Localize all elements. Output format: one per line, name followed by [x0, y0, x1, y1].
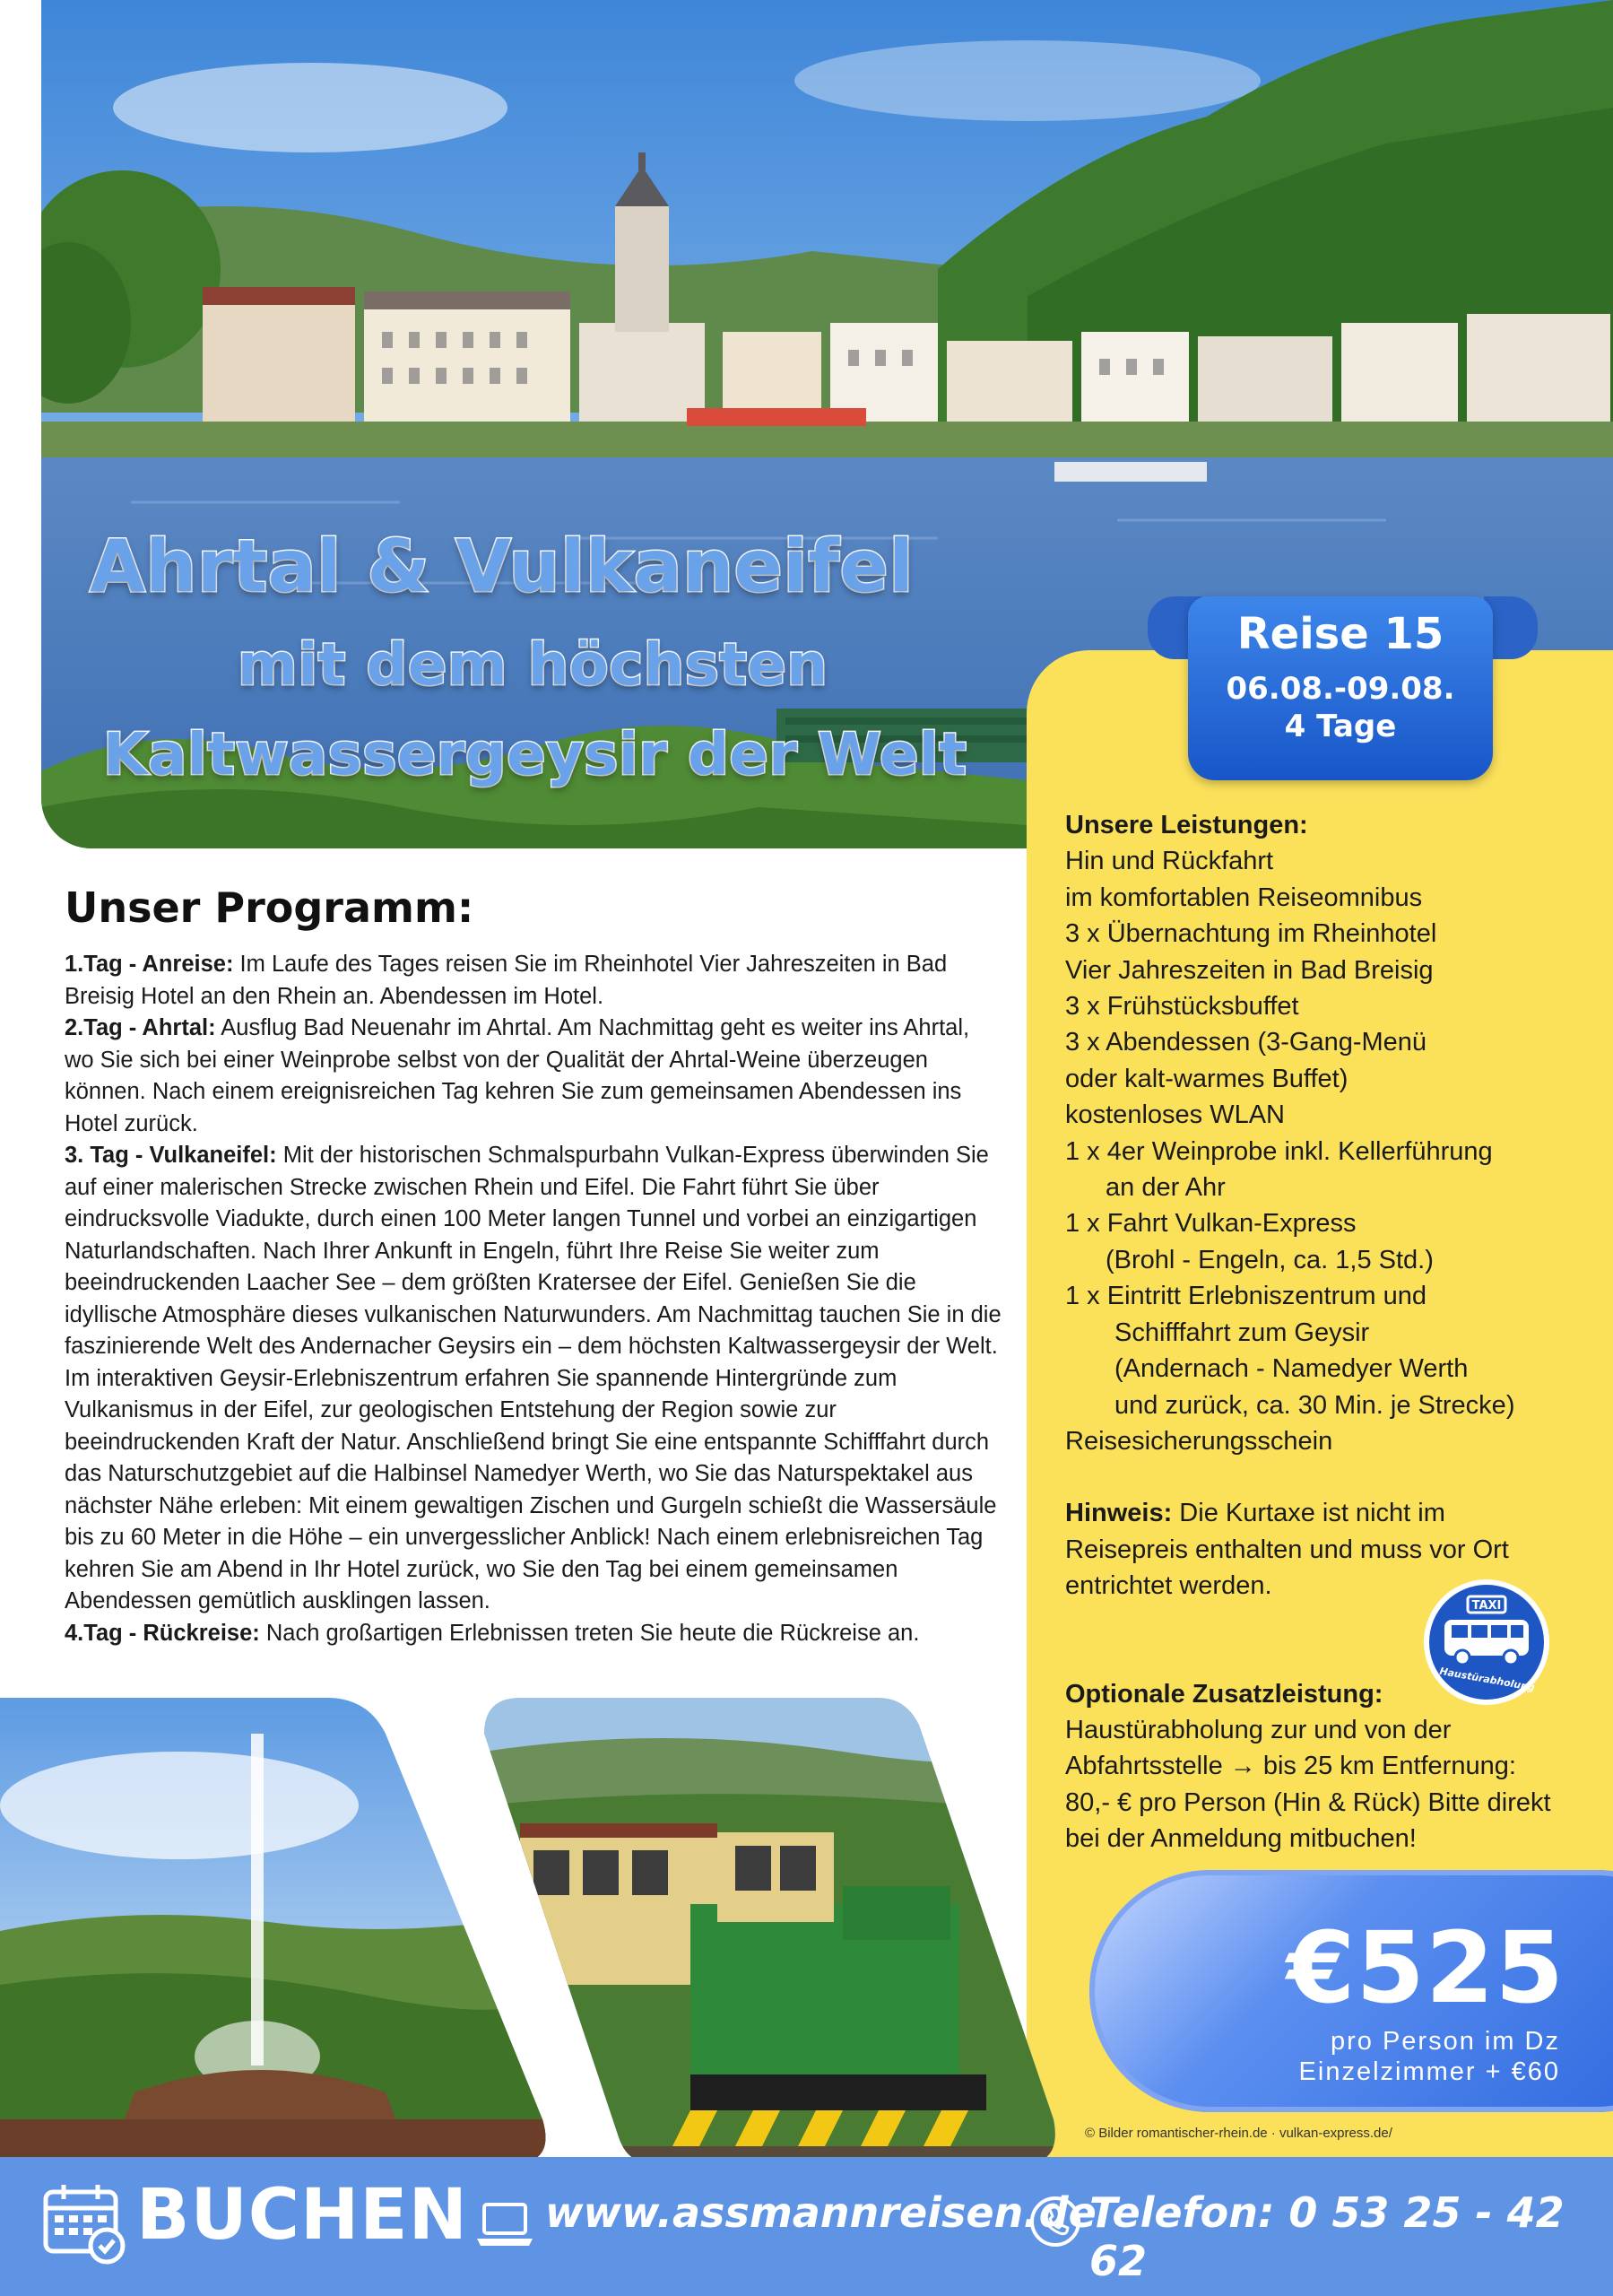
taxi-icon	[1421, 1577, 1552, 1708]
service-line: 1 x Fahrt Vulkan-Express	[1065, 1209, 1357, 1239]
service-line: (Andernach - Namedyer Werth	[1114, 1354, 1469, 1384]
program-day-3	[65, 1140, 1002, 1618]
book-button[interactable]: BUCHEN	[136, 2175, 468, 2256]
service-line: (Brohl - Engeln, ca. 1,5 Std.)	[1106, 1245, 1434, 1274]
geyser-photo	[0, 1698, 547, 2164]
image-credits: © Bilder romantischer-rhein.de · vulkan-express.de/	[1085, 2126, 1392, 2141]
single-room-surcharge: Einzelzimmer + €60	[1298, 2057, 1560, 2086]
service-line: Reisesicherungsschein	[1065, 1426, 1333, 1456]
service-line: im komfortablen Reiseomnibus	[1065, 883, 1423, 912]
trip-dates: 06.08.-09.08.	[1226, 671, 1455, 707]
trip-number: Reise 15	[1236, 609, 1444, 659]
hinweis-label: Hinweis:	[1065, 1499, 1173, 1528]
title-line-1: Ahrtal & Vulkaneifel	[90, 525, 915, 608]
day-text: Nach großartigen Erlebnissen treten Sie heute die Rückreise an.	[259, 1620, 920, 1646]
trip-badge	[1188, 596, 1493, 780]
calendar-icon	[40, 2178, 130, 2267]
service-line: 3 x Frühstücksbuffet	[1065, 992, 1299, 1022]
service-line: 1 x 4er Weinprobe inkl. Kellerführung	[1065, 1136, 1493, 1166]
service-line: kostenloses WLAN	[1065, 1100, 1285, 1130]
service-line: 3 x Übernachtung im Rheinhotel	[1065, 919, 1437, 949]
service-line: Hin und Rückfahrt	[1065, 847, 1274, 876]
service-line: oder kalt-warmes Buffet)	[1065, 1064, 1349, 1093]
day-text: Im Laufe des Tages reisen Sie im Rheinhotel Vier Jahreszeiten in Bad Breisig Hotel an den Rhein an. Abendessen im Hotel.	[65, 952, 948, 1009]
program-text	[65, 949, 1002, 1649]
service-line: 3 x Abendessen (3-Gang-Menü	[1065, 1028, 1427, 1057]
phone-number[interactable]: Telefon: 0 53 25 - 42 62	[1089, 2188, 1565, 2285]
price-amount: €525	[1286, 1910, 1565, 2025]
day-label: 4.Tag - Rückreise:	[65, 1620, 260, 1646]
taxi-caption: Haustürabholung	[1438, 1665, 1536, 1694]
program-day-2	[65, 1013, 1002, 1140]
optional-text: Haustürabholung zur und von der Abfahrtsstelle → bis 25 km Entfernung: 80,- € pro Person (Hin & Rück) Bitte direkt bei der Anmeldung mitbuchen!	[1065, 1715, 1551, 1854]
day-label: 1.Tag - Anreise:	[65, 952, 234, 977]
optional-heading: Optionale Zusatzleistung:	[1065, 1679, 1383, 1709]
day-label: 3. Tag - Vulkaneifel:	[65, 1143, 277, 1168]
service-line: an der Ahr	[1106, 1173, 1226, 1203]
title-line-2: mit dem höchsten	[238, 632, 828, 699]
services-heading: Unsere Leistungen:	[1065, 811, 1308, 839]
program-day-1	[65, 949, 1002, 1013]
hinweis-text: Die Kurtaxe ist nicht im Reisepreis enthalten und muss vor Ort entrichtet werden.	[1065, 1499, 1509, 1601]
service-line: und zurück, ca. 30 Min. je Strecke)	[1114, 1390, 1515, 1420]
taxi-label: TAXI	[1471, 1599, 1502, 1613]
trip-duration: 4 Tage	[1284, 709, 1397, 744]
day-label: 2.Tag - Ahrtal:	[65, 1015, 216, 1040]
program-heading: Unser Programm:	[65, 883, 474, 932]
program-day-4	[65, 1618, 1002, 1650]
website-link[interactable]: www.assmannreisen.de	[545, 2188, 1097, 2237]
laptop-icon	[473, 2197, 536, 2251]
service-line: 1 x Eintritt Erlebniszentrum und	[1065, 1282, 1427, 1311]
phone-icon	[1029, 2196, 1081, 2248]
title-line-3: Kaltwassergeysir der Welt	[103, 722, 967, 788]
day-text: Mit der historischen Schmalspurbahn Vulkan-Express überwinden Sie auf einer malerischen Strecke zwischen Rhein und Eifel. Die Fahrt führt Sie über eindrucksvolle Viadukte, durch einen 100 Meter langen Tunnel und vorbei an einzigartigen Naturlandschaften. Nach Ihrer Ankunft in Engeln, führt Ihre Reise Sie weiter zum beeindruckenden Laacher See – dem größten Kratersee der Eifel. Genießen Sie die idyllische Atmosphäre dieses vulkanischen Naturwunders. Am Nachmittag tauchen Sie in die faszinierende Welt des Andernacher Geysirs ein – dem höchsten Kaltwassergeysir der Welt. Im interaktiven Geysir-Erlebniszentrum erfahren Sie spannende Hintergründe zum Vulkanismus in der Eifel, zur geologischen Entstehung der Region sowie zur beeindruckenden Kraft der Natur. Anschließend bringt Sie eine entspannte Schifffahrt durch das Naturschutzgebiet auf die Halbinsel Namedyer Werth, wo Sie das Naturspektakel aus nächster Nähe erleben: Mit einem gewaltigen Zischen und Gurgeln schießt die Wassersäule bis zu 60 Meter in die Höhe – ein unvergesslicher Anblick! Nach einem erlebnisreichen Tag kehren Sie am Abend in Ihr Hotel zurück, wo Sie den Tag bei einem gemeinsamen Abendessen gemütlich ausklingen lassen.	[65, 1143, 1002, 1613]
service-line: Schifffahrt zum Geysir	[1114, 1318, 1370, 1347]
train-photo	[484, 1698, 1058, 2164]
price-per-person: pro Person im Dz	[1330, 2027, 1560, 2056]
service-line: Vier Jahreszeiten in Bad Breisig	[1065, 955, 1434, 985]
day-text: Ausflug Bad Neuenahr im Ahrtal. Am Nachmittag geht es weiter ins Ahrtal, wo Sie sich bei einer Weinprobe selbst von der Qualität der Ahrtal-Weine überzeugen können. Nach einem ereignisreichen Tag kehren Sie zum gemeinsamen Abendessen ins Hotel zurück.	[65, 1015, 970, 1136]
